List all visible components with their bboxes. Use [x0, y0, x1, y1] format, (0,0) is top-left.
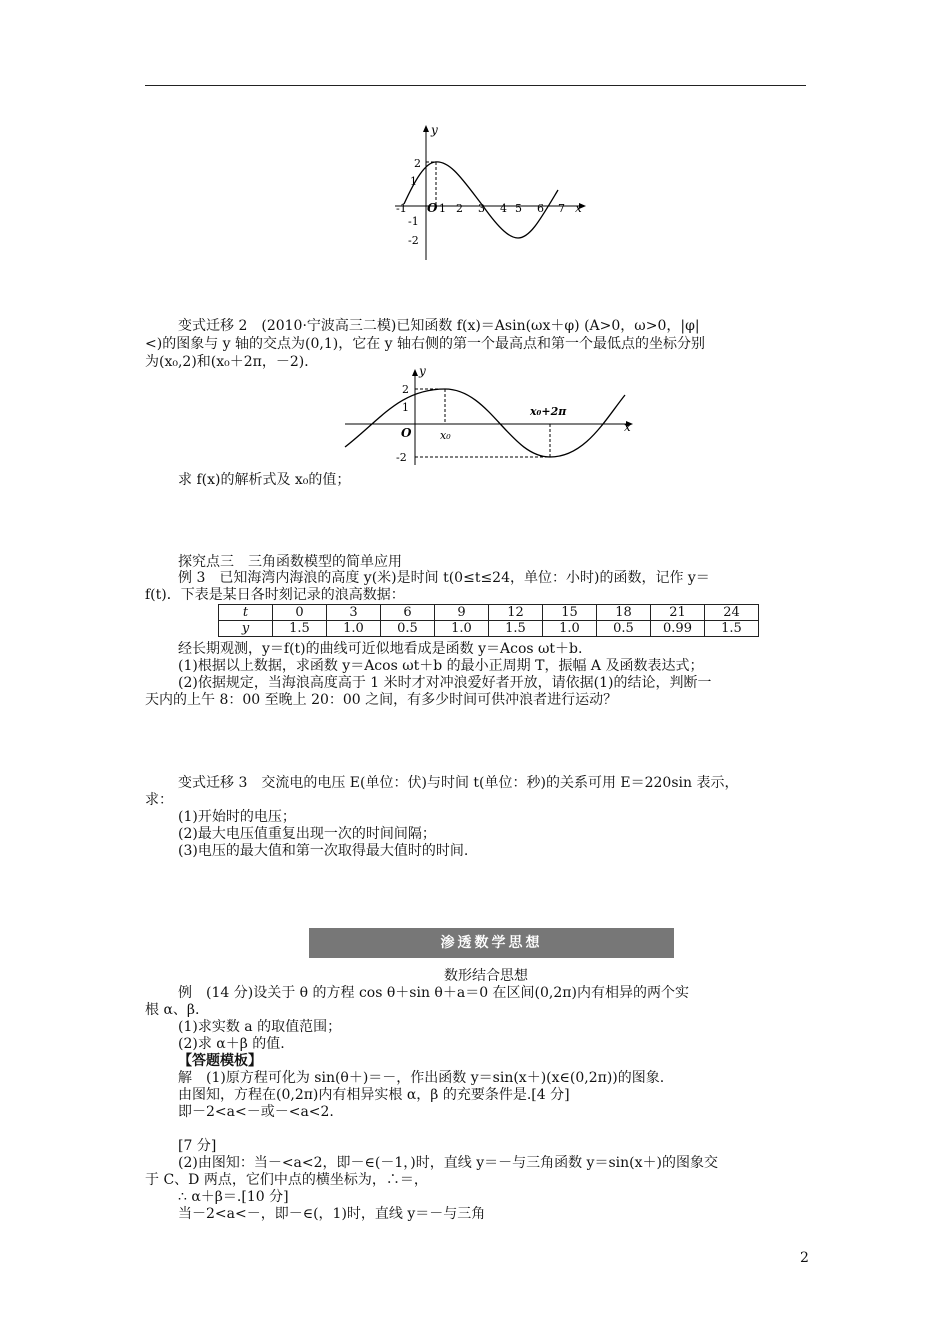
- fig1-x-tick: 1: [439, 202, 446, 215]
- fig1-x-tick: 6: [537, 202, 544, 215]
- fig2-y-tick: -2: [396, 451, 407, 464]
- example3-q2-line-2: 天内的上午 8：00 至晚上 20：00 之间，有多少时间可供冲浪者进行运动？: [145, 692, 618, 708]
- fig2-y-tick: 1: [402, 401, 409, 414]
- table-cell: 24: [705, 605, 759, 621]
- fig1-x-tick: 7: [558, 202, 565, 215]
- variant3-q1: (1)开始时的电压；: [178, 809, 296, 825]
- fig1-origin: O: [427, 201, 438, 215]
- variant2-line-3: 为(x₀,2)和(x₀＋2π，－2)．: [145, 354, 319, 370]
- table-cell: 0: [273, 605, 327, 621]
- example-subtitle: 数形结合思想: [444, 968, 528, 984]
- example3-line-1: 例 3 已知海湾内海浪的高度 y(米)是时间 t(0≤t≤24，单位：小时)的函数，记作 y＝: [178, 570, 710, 586]
- table-cell: 1.0: [327, 621, 381, 637]
- table-row-y: [219, 621, 759, 637]
- example3-q1: (1)根据以上数据，求函数 y＝Acos ωt＋b 的最小正周期 T，振幅 A 及函数表达式；: [178, 658, 704, 674]
- section3-title: 探究点三 三角函数模型的简单应用: [178, 554, 402, 570]
- solution-line-3: 即－2<a<－或－<a<2.: [178, 1104, 334, 1120]
- page-number: 2: [800, 1250, 809, 1266]
- table-cell: 15: [543, 605, 597, 621]
- fig2-x0-2pi-label: x₀+2π: [530, 405, 567, 418]
- fig1-y-tick: 2: [414, 157, 421, 170]
- solution-line-8: 当－2<a<－，即－∈(，1)时，直线 y＝－与三角: [178, 1206, 486, 1222]
- section-banner: 渗透数学思想: [309, 928, 674, 958]
- solution-line-5: (2)由图知：当－<a<2，即－∈(－1，)时，直线 y＝－与三角函数 y＝sin(x＋)的图象交: [178, 1155, 718, 1171]
- table-cell: 18: [597, 605, 651, 621]
- fig1-y-label: y: [431, 123, 438, 137]
- fig1-x-tick: 3: [478, 202, 485, 215]
- example-q1: (1)求实数 a 的取值范围；: [178, 1019, 342, 1035]
- table-cell: 3: [327, 605, 381, 621]
- solution-line-4: [7 分]: [178, 1138, 217, 1154]
- solution-line-2: 由图知，方程在(0,2π)内有相异实根 α，β 的充要条件是.[4 分]: [178, 1087, 570, 1103]
- solution-line-6: 于 C、D 两点，它们中点的横坐标为，∴＝，: [145, 1172, 428, 1188]
- fig1-y-tick: -1: [408, 215, 419, 228]
- table-cell: 1.0: [435, 621, 489, 637]
- table-row-t: [219, 605, 759, 621]
- fig1-x-tick: -1: [396, 202, 407, 215]
- table-header-y: y: [219, 621, 273, 637]
- table-cell: 21: [651, 605, 705, 621]
- variant3-q3: (3)电压的最大值和第一次取得最大值时的时间.: [178, 843, 469, 859]
- answer-template-heading: 【答题模板】: [178, 1053, 262, 1069]
- table-cell: 0.5: [597, 621, 651, 637]
- table-cell: 9: [435, 605, 489, 621]
- table-cell: 6: [381, 605, 435, 621]
- table-cell: 1.5: [705, 621, 759, 637]
- table-cell: 1.5: [489, 621, 543, 637]
- table-header-t: t: [219, 605, 273, 621]
- table-cell: 12: [489, 605, 543, 621]
- fig1-x-tick: 4: [500, 202, 507, 215]
- variant2-question: 求 f(x)的解析式及 x₀的值；: [178, 472, 351, 488]
- fig1-y-tick: 1: [410, 175, 417, 188]
- header-rule: [145, 85, 806, 86]
- wave-height-table: [218, 604, 759, 637]
- example-line-1: 例 (14 分)设关于 θ 的方程 cos θ＋sin θ＋a＝0 在区间(0,2π)内有相异的两个实: [178, 985, 689, 1001]
- variant3-line-1: 变式迁移 3 交流电的电压 E(单位：伏)与时间 t(单位：秒)的关系可用 E＝220sin 表示，: [178, 775, 739, 791]
- fig1-x-label: x: [575, 201, 582, 215]
- fig1-x-tick: 2: [456, 202, 463, 215]
- table-cell: 0.5: [381, 621, 435, 637]
- figure-sine-graph-2: [340, 365, 640, 470]
- example-line-2: 根 α、β.: [145, 1002, 200, 1018]
- variant3-line-2: 求：: [145, 792, 173, 808]
- fig1-y-tick: -2: [408, 234, 419, 247]
- solution-line-1: 解 (1)原方程可化为 sin(θ＋)＝－，作出函数 y＝sin(x＋)(x∈(0,2π))的图象.: [178, 1070, 665, 1086]
- fig2-y-label: y: [419, 365, 426, 378]
- example-q2: (2)求 α＋β 的值.: [178, 1036, 285, 1052]
- example3-q2-line-1: (2)依据规定，当海浪高度高于 1 米时才对冲浪爱好者开放，请依据(1)的结论，判断一: [178, 675, 712, 691]
- solution-line-7: ∴ α＋β＝.[10 分]: [178, 1189, 289, 1205]
- fig2-origin: O: [401, 426, 412, 440]
- table-cell: 0.99: [651, 621, 705, 637]
- figure-sine-graph-1: [390, 120, 590, 270]
- table-cell: 1.0: [543, 621, 597, 637]
- fig2-x0-label: x₀: [440, 429, 451, 442]
- variant2-line-2: <)的图象与 y 轴的交点为(0,1)，它在 y 轴右侧的第一个最高点和第一个最低点的坐标分别: [145, 336, 705, 352]
- example3-after-table: 经长期观测，y＝f(t)的曲线可近似地看成是函数 y＝Acos ωt＋b.: [178, 641, 583, 657]
- fig1-x-tick: 5: [515, 202, 522, 215]
- example3-line-2: f(t)．下表是某日各时刻记录的浪高数据：: [145, 587, 405, 603]
- variant3-q2: (2)最大电压值重复出现一次的时间间隔；: [178, 826, 436, 842]
- fig2-y-tick: 2: [402, 383, 409, 396]
- fig2-x-label: x: [624, 420, 631, 434]
- table-cell: 1.5: [273, 621, 327, 637]
- variant2-line-1: 变式迁移 2 (2010·宁波高三二模)已知函数 f(x)＝Asin(ωx＋φ) (A>0，ω>0，|φ|: [178, 318, 700, 334]
